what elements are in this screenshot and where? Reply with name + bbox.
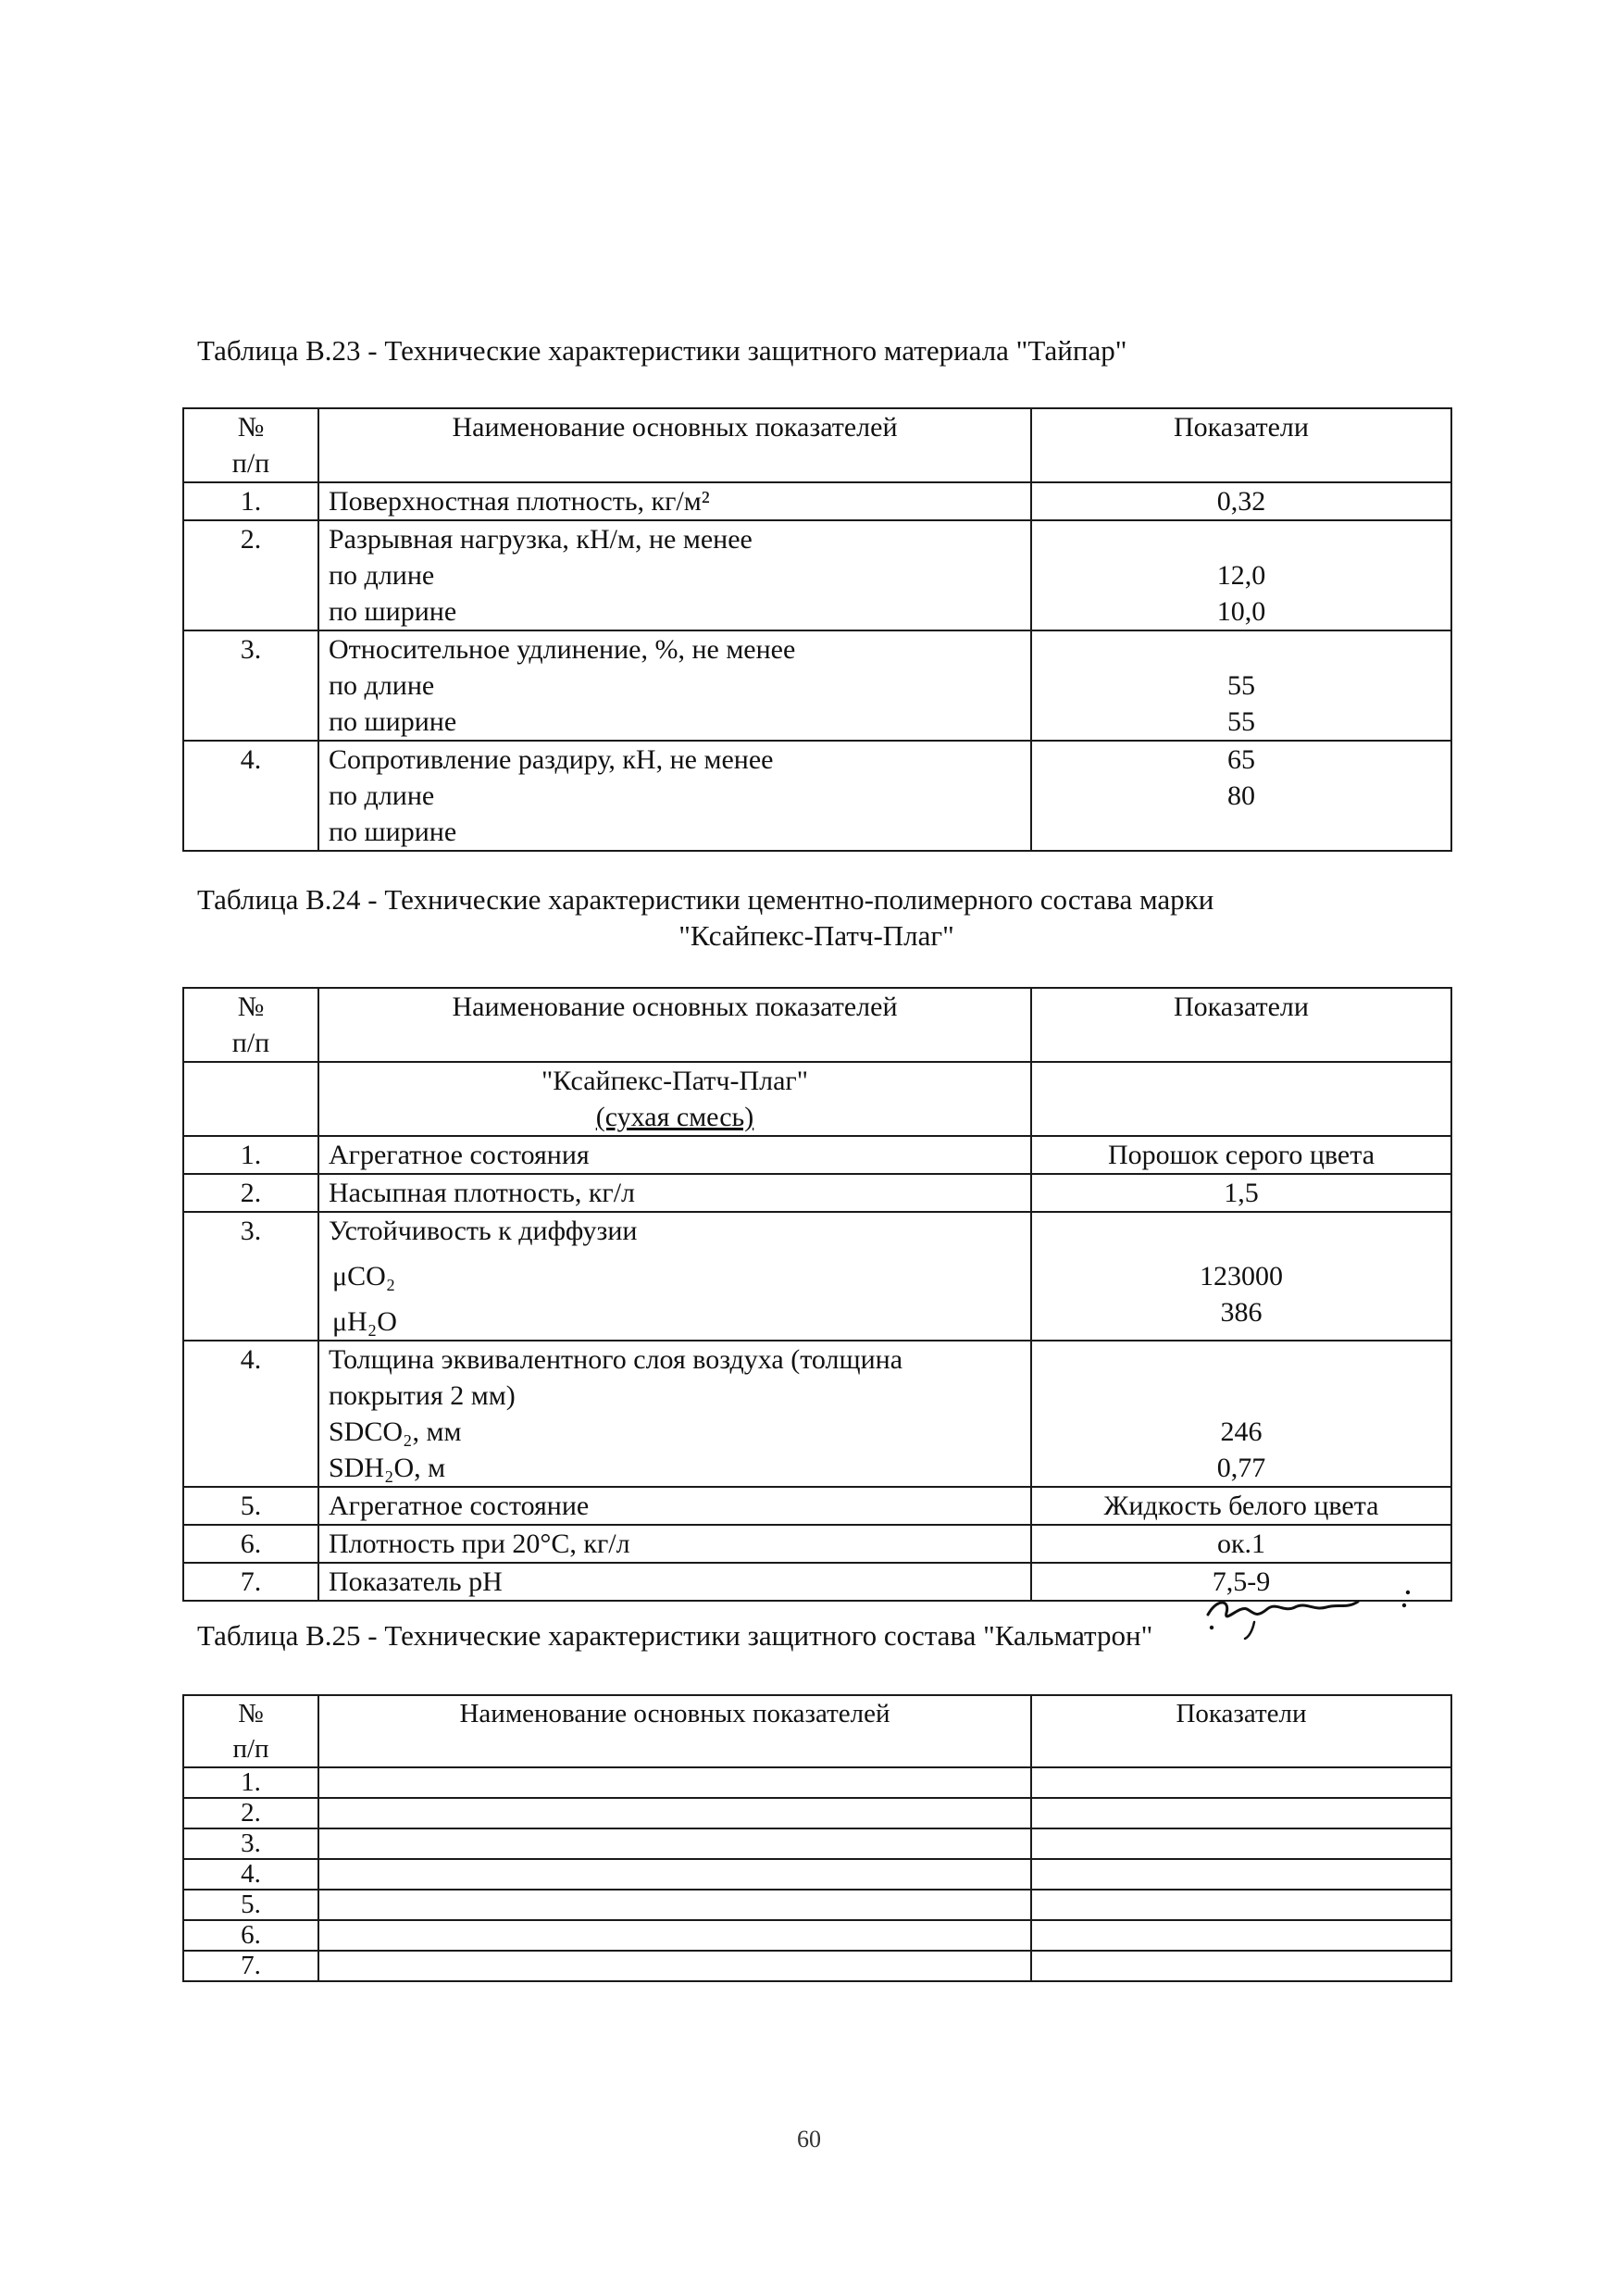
row-value: 65 80 [1031,741,1451,851]
row-name: Показатель pH [318,1563,1031,1601]
row-value: 123000 386 [1031,1212,1451,1341]
row-value: 7,5-9 [1031,1563,1451,1601]
table-row [183,1212,1451,1341]
table-row [183,1951,1451,1981]
row-value [1031,1798,1451,1828]
table-b23 [182,407,1452,852]
row-num: 3. [183,630,318,741]
subheader-num-cell [183,1062,318,1136]
table-row [183,1890,1451,1920]
row-name [318,1798,1031,1828]
header-value-cell: Показатели [1031,1695,1451,1767]
row-num: 4. [183,1859,318,1890]
row-name: Разрывная нагрузка, кН/м, не менее по длине по ширине [318,520,1031,630]
table-header-row [183,988,1451,1062]
row-name: Толщина эквивалентного слоя воздуха (толщина покрытия 2 мм) SDCO₂, мм SDH₂O, м [318,1341,1031,1487]
row-name: Агрегатное состояния [318,1136,1031,1174]
row-name: Плотность при 20°С, кг/л [318,1525,1031,1563]
row-name: Сопротивление раздиру, кН, не менее по длине по ширине [318,741,1031,851]
table-b24-caption-line2: "Ксайпекс-Патч-Плаг" [678,919,954,952]
row-num: 2. [183,1798,318,1828]
table-row [183,1487,1451,1525]
row-value: 1,5 [1031,1174,1451,1212]
row-value [1031,1828,1451,1859]
subheader-name-cell: "Ксайпекс-Патч-Плаг" (сухая смесь) [318,1062,1031,1136]
handwritten-signature-icon [1199,1581,1430,1641]
row-name [318,1920,1031,1951]
header-name-cell: Наименование основных показателей [318,408,1031,482]
table-row [183,741,1451,851]
row-num: 4. [183,741,318,851]
row-value: 0,32 [1031,482,1451,520]
row-name: Насыпная плотность, кг/л [318,1174,1031,1212]
row-value [1031,1890,1451,1920]
header-value-cell: Показатели [1031,408,1451,482]
table-b24 [182,987,1452,1602]
table-row [183,1174,1451,1212]
header-name-cell: Наименование основных показателей [318,1695,1031,1767]
table-b25-caption: Таблица В.25 - Технические характеристики защитного состава "Кальматрон" [197,1619,1153,1652]
row-name [318,1859,1031,1890]
row-num: 1. [183,1767,318,1798]
header-num-cell: № п/п [183,408,318,482]
table-subheader-row [183,1062,1451,1136]
row-value [1031,1920,1451,1951]
row-num: 4. [183,1341,318,1487]
table-row [183,1920,1451,1951]
table-row [183,1341,1451,1487]
header-num-cell: № п/п [183,988,318,1062]
row-value: 55 55 [1031,630,1451,741]
row-value: 246 0,77 [1031,1341,1451,1487]
row-num: 5. [183,1890,318,1920]
row-name: Относительное удлинение, %, не менее по длине по ширине [318,630,1031,741]
table-b24-caption: Таблица В.24 - Технические характеристики цементно-полимерного состава марки [197,883,1214,916]
row-num: 1. [183,1136,318,1174]
row-num: 2. [183,520,318,630]
table-row [183,1525,1451,1563]
row-value: Порошок серого цвета [1031,1136,1451,1174]
table-row [183,1859,1451,1890]
row-value [1031,1951,1451,1981]
row-value: ок.1 [1031,1525,1451,1563]
table-b25 [182,1694,1452,1982]
table-row [183,520,1451,630]
row-num: 6. [183,1525,318,1563]
row-num: 3. [183,1828,318,1859]
table-row [183,1798,1451,1828]
row-name: Устойчивость к диффузии μCO₂ μH₂O [318,1212,1031,1341]
row-name [318,1828,1031,1859]
header-name-cell: Наименование основных показателей [318,988,1031,1062]
row-value [1031,1767,1451,1798]
table-header-row [183,408,1451,482]
table-row [183,630,1451,741]
table-row [183,1136,1451,1174]
table-row [183,482,1451,520]
row-value: 12,0 10,0 [1031,520,1451,630]
table-row [183,1828,1451,1859]
subheader-value-cell [1031,1062,1451,1136]
row-name [318,1767,1031,1798]
page-number: 60 [797,2126,821,2152]
row-name: Агрегатное состояние [318,1487,1031,1525]
row-name [318,1890,1031,1920]
row-num: 7. [183,1951,318,1981]
row-num: 2. [183,1174,318,1212]
row-name [318,1951,1031,1981]
row-num: 6. [183,1920,318,1951]
row-num: 5. [183,1487,318,1525]
table-header-row [183,1695,1451,1767]
table-b23-caption: Таблица В.23 - Технические характеристики защитного материала "Тайпар" [197,334,1127,367]
header-value-cell: Показатели [1031,988,1451,1062]
header-num-cell: № п/п [183,1695,318,1767]
row-num: 7. [183,1563,318,1601]
table-row [183,1767,1451,1798]
row-num: 3. [183,1212,318,1341]
row-value: Жидкость белого цвета [1031,1487,1451,1525]
row-value [1031,1859,1451,1890]
row-name: Поверхностная плотность, кг/м² [318,482,1031,520]
row-num: 1. [183,482,318,520]
